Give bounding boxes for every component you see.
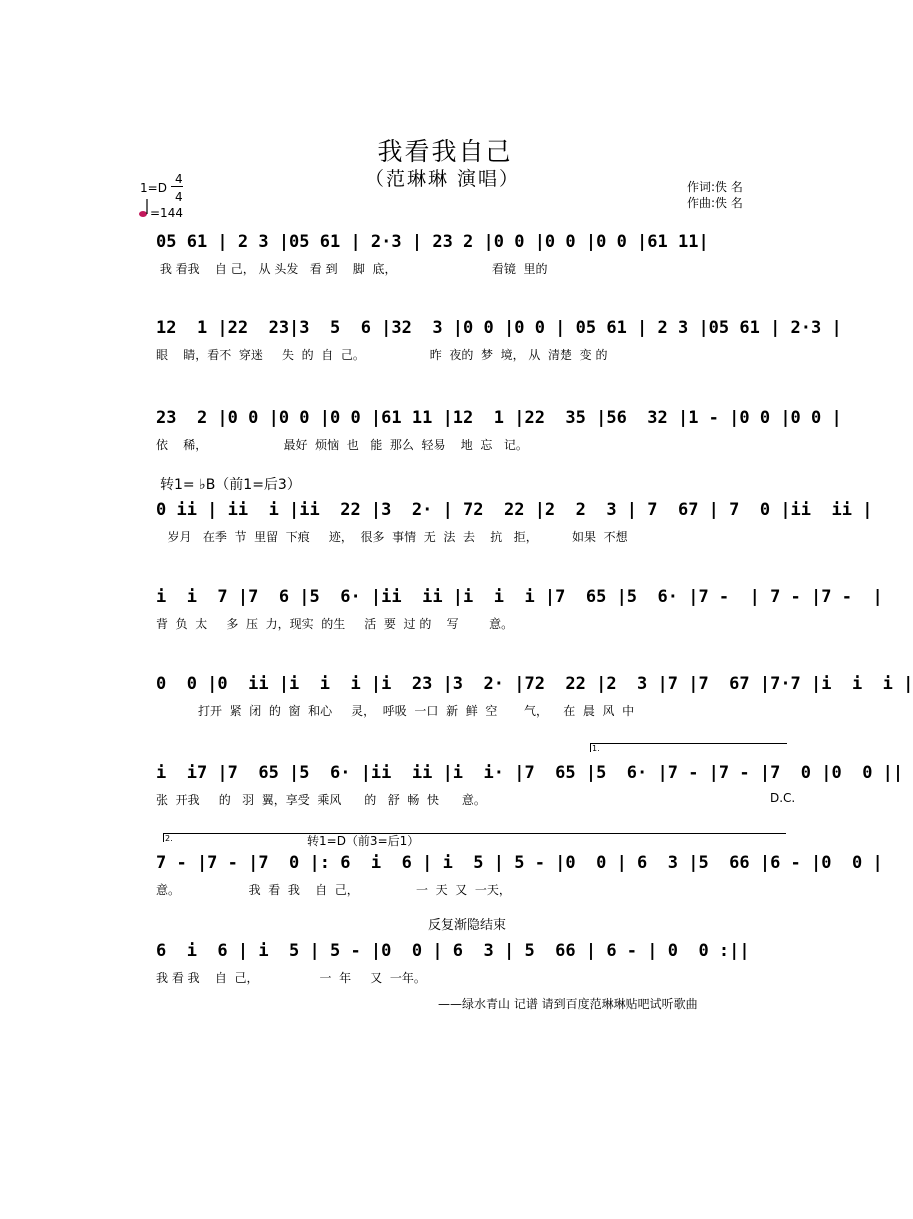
score-line-6: [156, 674, 913, 718]
notation-line: i i 7 |7 6 |5 6· |ii ii |i i i |7 65 |5 6· |7 - | 7 - |7 - |: [156, 587, 883, 607]
notation-line: 0 0 |0 ii |i i i |i 23 |3 2· |72 22 |2 3 |7 |7 67 |7·7 |i i i |: [156, 674, 913, 694]
volta-2-label: 2.: [165, 834, 173, 843]
notation-line: 12 1 |22 23|3 5 6 |32 3 |0 0 |0 0 | 05 61 | 2 3 |05 61 | 2·3 |: [156, 318, 842, 338]
song-title: 我看我自己: [377, 137, 513, 166]
score-line-4: [156, 500, 873, 544]
lyric-line: 意。 我 看 我 自 己， 一 天 又 一天，: [156, 883, 511, 897]
lyric-line: 依 稀， 最好 烦恼 也 能 那么 轻易 地 忘 记。: [156, 438, 528, 452]
lyric-line: 我 看 我 自 己， 一 年 又 一年。: [156, 971, 426, 985]
score-line-1: [156, 232, 788, 276]
lyric-line: 眼 睛，看不 穿迷 失 的 自 己。 昨 夜的 梦 境， 从 清楚 变 的: [156, 348, 608, 362]
quarter-note-icon: [139, 198, 149, 221]
notation-line: i i7 |7 65 |5 6· |ii ii |i i· |7 65 |5 6· |7 - |7 - |7 0 |0 0 ||: [156, 763, 904, 783]
tempo-marking: =144: [150, 206, 183, 220]
notation-line: 05 61 | 2 3 |05 61 | 2·3 | 23 2 |0 0 |0 0 |0 0 |61 11|: [156, 232, 709, 252]
time-signature-top: 4: [175, 172, 183, 186]
time-signature-divider: [171, 186, 183, 187]
modulation-marking-1: 转1= ♭B（前1=后3）: [160, 477, 301, 493]
notation-line: 7 - |7 - |7 0 |: 6 i 6 | i 5 | 5 - |0 0 | 6 3 |5 66 |6 - |0 0 |: [156, 853, 883, 873]
score-line-7: [156, 763, 904, 807]
note-glyph: [139, 198, 149, 218]
volta-1-label: 1.: [592, 744, 600, 753]
volta-bracket-2: [163, 833, 786, 842]
score-line-9: [156, 941, 788, 985]
score-line-3: [156, 408, 842, 452]
dc-marking: D.C.: [770, 791, 796, 805]
notation-line: 0 ii | ii i |ii 22 |3 2· | 72 22 |2 2 3 | 7 67 | 7 0 |ii ii |: [156, 500, 873, 520]
notation-line: 6 i 6 | i 5 | 5 - |0 0 | 6 3 | 5 66 | 6 - | 0 0 :||: [156, 941, 750, 961]
lyric-line: 岁月 在季 节 里留 下痕 迹， 很多 事情 无 法 去 抗 拒， 如果 不想: [156, 530, 628, 544]
modulation-marking-2: 转1=D（前3=后1）: [307, 834, 420, 848]
song-subtitle: （范琳琳 演唱）: [365, 168, 521, 190]
notation-line: 23 2 |0 0 |0 0 |0 0 |61 11 |12 1 |22 35 |56 32 |1 - |0 0 |0 0 |: [156, 408, 842, 428]
score-line-8: [156, 853, 883, 897]
time-signature-bottom: 4: [175, 190, 183, 204]
lyric-line: 打开 紧 闭 的 窗 和心 灵， 呼吸 一口 新 鲜 空 气， 在 晨 风 中: [156, 704, 635, 718]
lyricist: 作词:佚 名: [687, 180, 743, 194]
fade-repeat-note: 反复渐隐结束: [428, 918, 507, 933]
footer-note: ——绿水青山 记谱 请到百度范琳琳贴吧试听歌曲: [438, 997, 698, 1011]
key-signature: 1=D: [140, 181, 167, 195]
lyric-line: 张 开我 的 羽 翼，享受 乘风 的 舒 畅 快 意。: [156, 793, 486, 807]
score-line-2: [156, 318, 842, 362]
lyric-line: 我 看我 自 己， 从 头发 看 到 脚 底， 看镜 里的: [156, 262, 548, 276]
score-line-5: [156, 587, 883, 631]
volta-bracket-1: [590, 743, 787, 752]
lyric-line: 背 负 太 多 压 力，现实 的生 活 要 过 的 写 意。: [156, 617, 514, 631]
composer: 作曲:佚 名: [687, 196, 743, 210]
